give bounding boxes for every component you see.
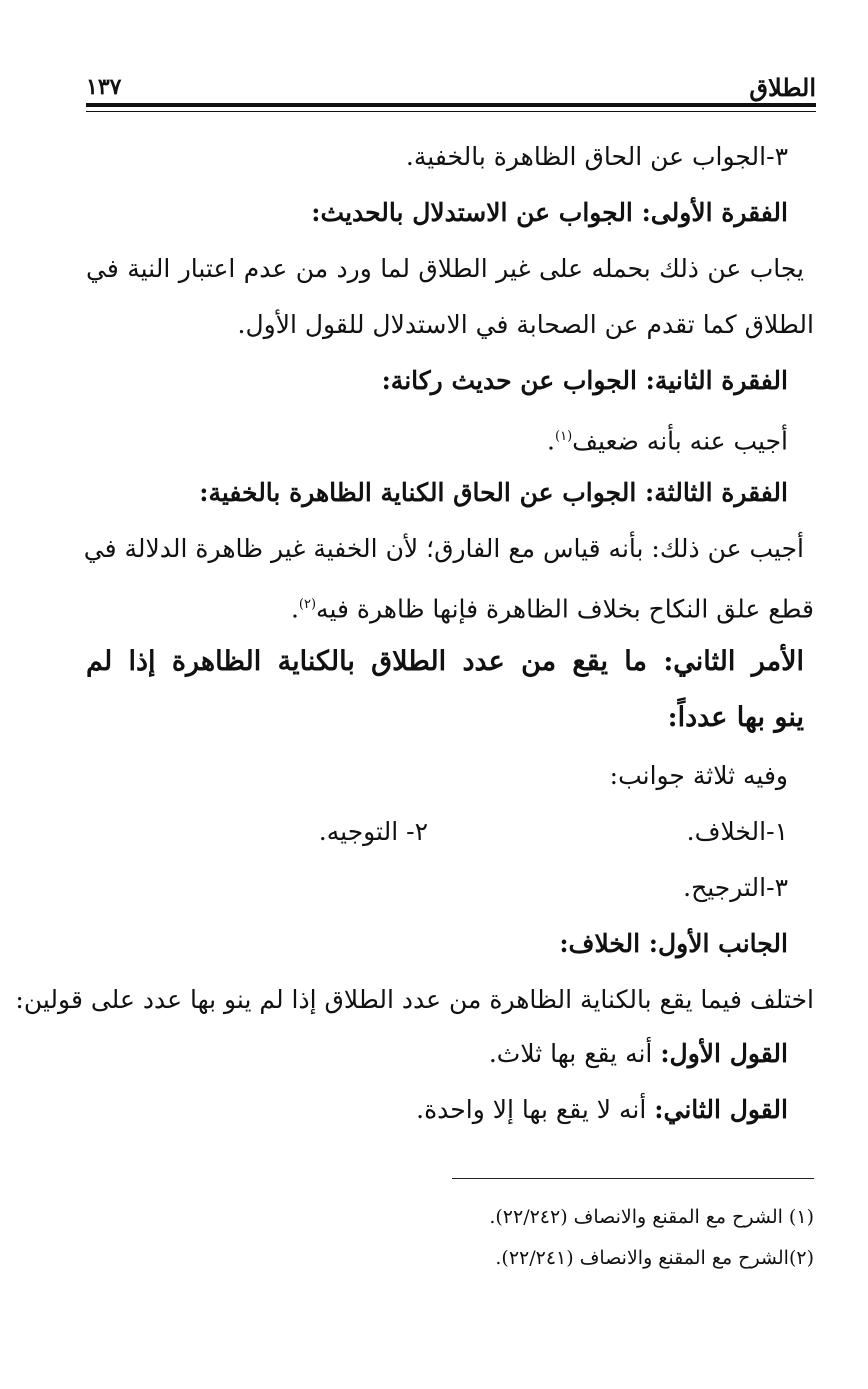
line-end: . bbox=[547, 426, 555, 456]
list-item: ٢- التوجيه. bbox=[318, 817, 428, 846]
text-line bbox=[86, 420, 788, 458]
section-heading: الأمر الثاني: ما يقع من عدد الطلاق بالكناية الظاهرة إذا لم bbox=[86, 646, 804, 677]
list-row bbox=[86, 815, 788, 849]
text-line: ٣-الترجيح. bbox=[683, 873, 788, 902]
running-title: الطلاق bbox=[749, 72, 816, 102]
header-rule-thin bbox=[86, 111, 816, 112]
text-line: ٣-الجواب عن الحاق الظاهرة بالخفية. bbox=[405, 142, 788, 171]
header-rule-thick bbox=[86, 103, 816, 107]
text-line: الطلاق كما تقدم عن الصحابة في الاستدلال للقول الأول. bbox=[237, 310, 814, 339]
text-line: أجيب عن ذلك: بأنه قياس مع الفارق؛ لأن الخفية غير ظاهرة الدلالة في bbox=[83, 534, 804, 563]
line-text: أنه يقع بها ثلاث. bbox=[488, 1039, 661, 1068]
line-text: أنه لا يقع بها إلا واحدة. bbox=[416, 1095, 655, 1124]
subheading: الفقرة الأولى: الجواب عن الاستدلال بالحديث: bbox=[311, 198, 788, 227]
page-number: ١٣٧ bbox=[86, 74, 122, 100]
text-line bbox=[86, 588, 814, 626]
page-header bbox=[86, 72, 816, 102]
footnote-rule bbox=[452, 1178, 814, 1179]
footnote: (٢)الشرح مع المقنع والانصاف (٢٢/٢٤١). bbox=[495, 1247, 814, 1269]
subheading: الجانب الأول: الخلاف: bbox=[559, 929, 788, 958]
line-text: قطع علق النكاح بخلاف الظاهرة فإنها ظاهرة فيه bbox=[316, 594, 814, 624]
line-label: القول الثاني: bbox=[654, 1095, 788, 1124]
text-line bbox=[86, 1037, 788, 1071]
text-line: اختلف فيما يقع بالكناية الظاهرة من عدد الطلاق إذا لم ينو بها عدد على قولين: bbox=[15, 985, 814, 1014]
footnote: (١) الشرح مع المقنع والانصاف (٢٢/٢٤٢). bbox=[489, 1206, 814, 1228]
subheading: الفقرة الثالثة: الجواب عن الحاق الكناية الظاهرة بالخفية: bbox=[199, 478, 788, 507]
text-line: وفيه ثلاثة جوانب: bbox=[609, 761, 788, 790]
subheading: الفقرة الثانية: الجواب عن حديث ركانة: bbox=[381, 366, 788, 395]
list-item: ١-الخلاف. bbox=[686, 817, 788, 846]
text-line: يجاب عن ذلك بحمله على غير الطلاق لما ورد من عدم اعتبار النية في bbox=[86, 254, 804, 283]
footnote-ref: (١) bbox=[555, 429, 573, 444]
line-end: . bbox=[290, 594, 299, 624]
line-label: القول الأول: bbox=[660, 1039, 788, 1068]
section-heading: ينو بها عدداً: bbox=[667, 702, 804, 733]
line-text: أجيب عنه بأنه ضعيف bbox=[572, 426, 788, 456]
text-line bbox=[86, 1093, 788, 1127]
footnote-ref: (٢) bbox=[298, 597, 317, 612]
